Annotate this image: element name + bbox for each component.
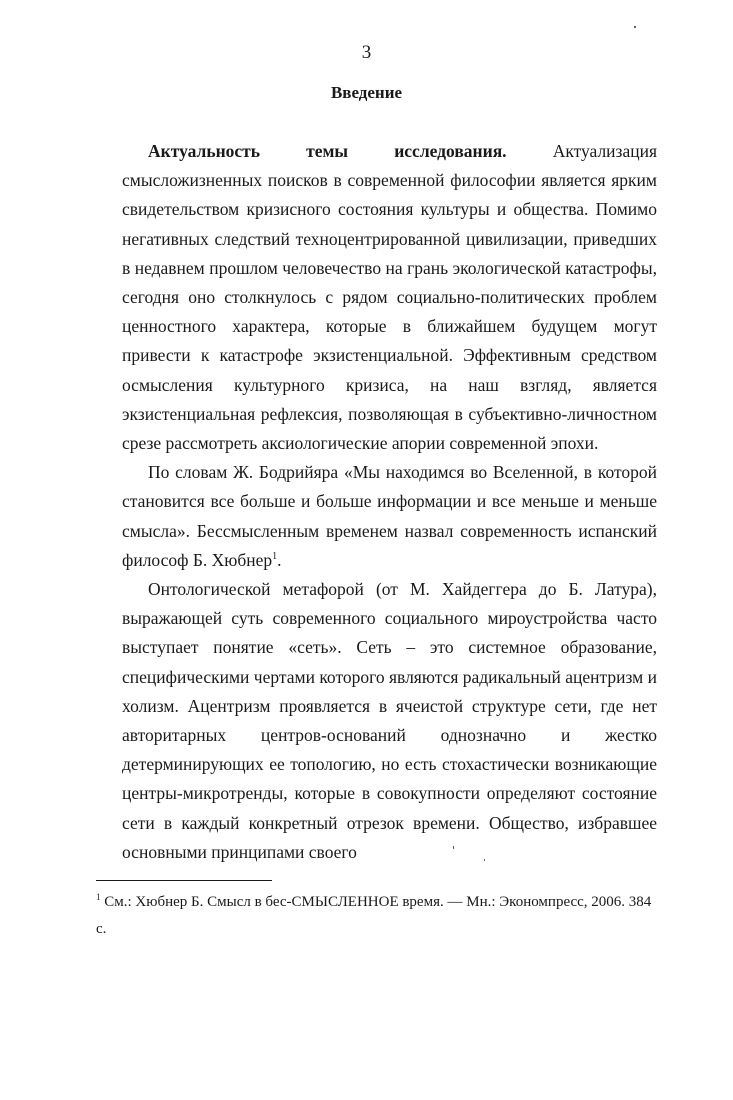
footnote-ref[interactable]: 1 [272, 551, 278, 563]
footnote-divider [96, 880, 272, 881]
paragraph-network [122, 575, 657, 867]
footnote [96, 889, 661, 943]
relevance-lead-in: Актуальность темы исследования. [148, 141, 507, 161]
page-number: 3 [361, 42, 372, 63]
baudrillard-text: По словам Ж. Бодрийяра «Мы находимся во Вселенной, в которой становится все больше и больше информации и все меньше и меньше смысла». Бессмысленным временем назвал современность испанский философ Б. Хюбнер [122, 462, 657, 570]
paragraph-baudrillard [122, 458, 657, 575]
scan-speck [484, 859, 485, 861]
scan-speck [453, 846, 454, 849]
section-heading: Введение [330, 83, 403, 102]
scan-speck [634, 26, 636, 28]
network-text: Онтологической метафорой (от М. Хайдеггера до Б. Латура), выражающей суть современного социального мироустройства часто выступает понятие «сеть». Сеть – это системное образование, специфическими чертами которого являются радикальный ацентризм и холизм. Ацентризм проявляется в ячеистой структуре сети, где нет авторитарных центров-оснований однозначно и жестко детерминирующих ее топологию, но есть стохастически возникающие центры-микротренды, которые в совокупности определяют состояние сети в каждый конкретный отрезок времени. Общество, избравшее основными принципами своего [122, 579, 657, 862]
footnote-text: См.: Хюбнер Б. Смысл в бес-СМЫСЛЕННОЕ время. — Мн.: Экономпресс, 2006. 384 с. [96, 894, 652, 937]
paragraph-relevance [122, 137, 657, 458]
main-text [122, 137, 657, 867]
baudrillard-text-end: . [277, 549, 282, 570]
footnote-marker: 1 [96, 892, 101, 902]
relevance-text: Актуализация смысложизненных поисков в современной философии является ярким свидетельством кризисного состояния культуры и общества. Помимо негативных следствий техноцентрированной цивилизации, приведших в недавнем прошлом человечество на грань экологической катастрофы, сегодня оно столкнулось с рядом социально-политических проблем ценностного характера, которые в ближайшем будущем могут привести к катастрофе экзистенциальной. Эффективным средством осмысления культурного кризиса, на наш взгляд, является экзистенциальная рефлексия, позволяющая в субъективно-личностном срезе рассмотреть аксиологические апории современной эпохи. [122, 141, 658, 454]
